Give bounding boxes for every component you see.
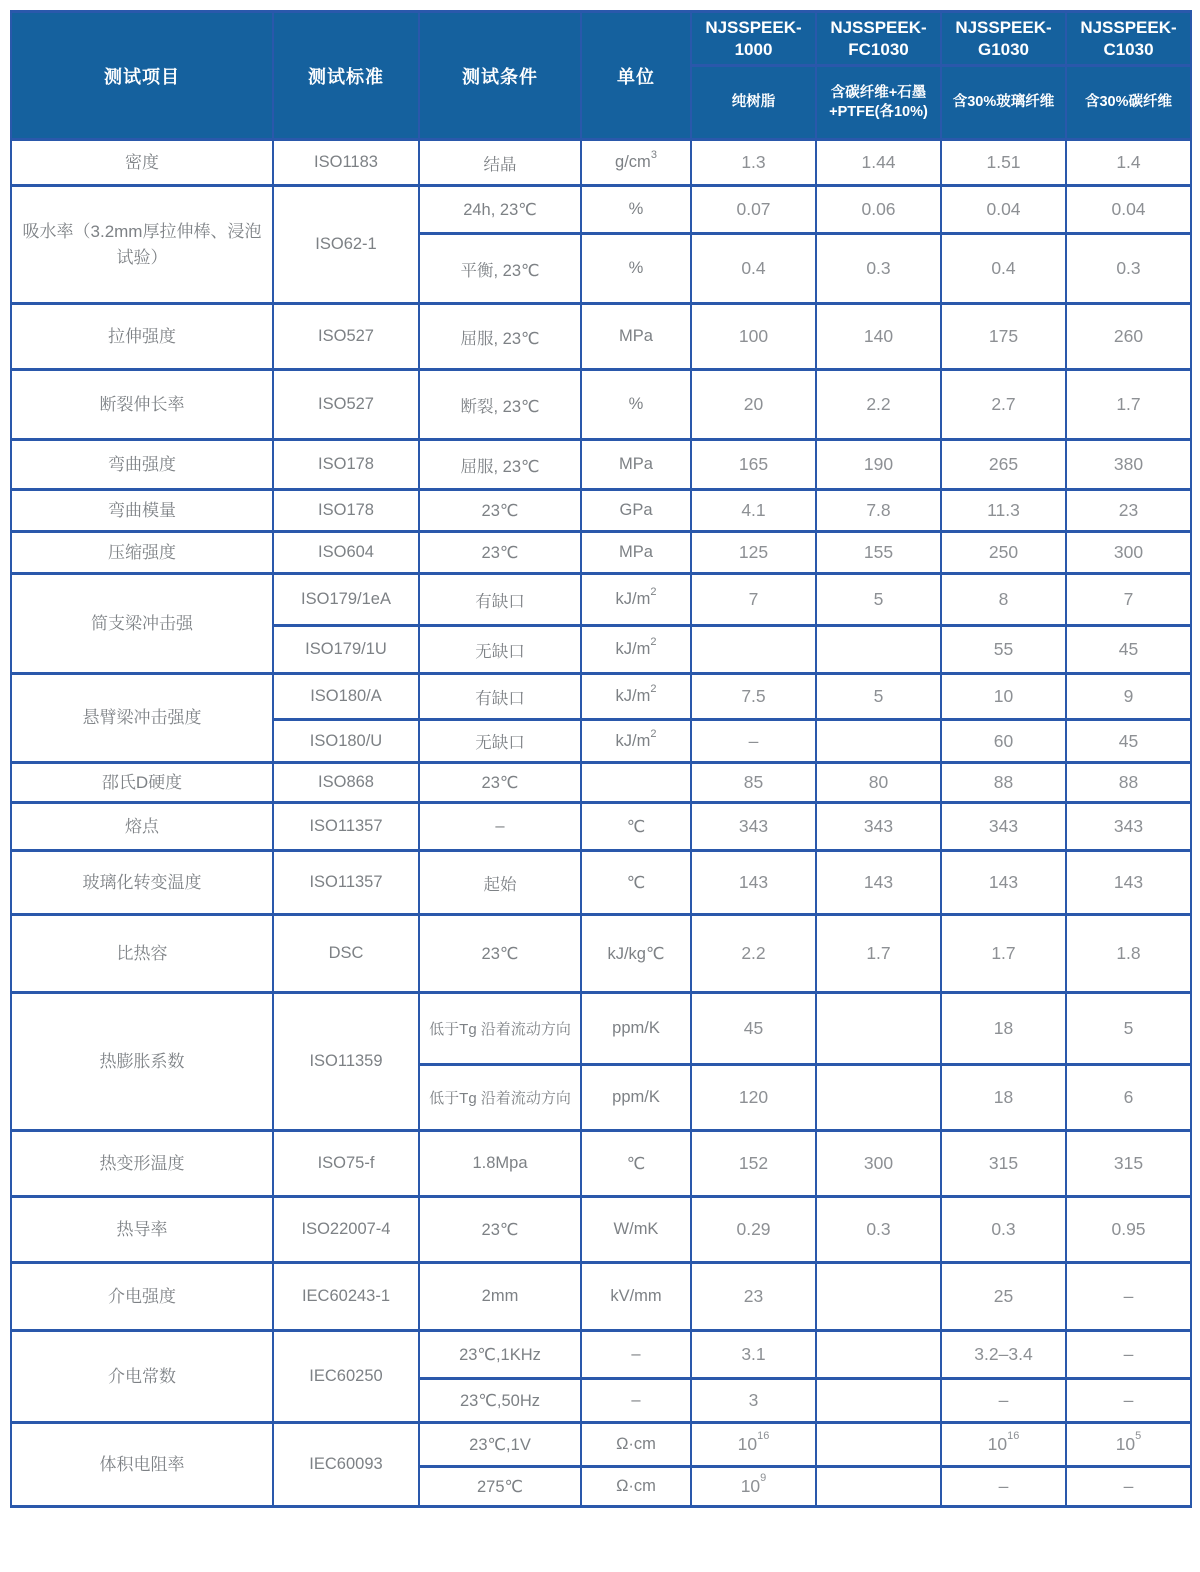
cell-value: $10^{16}$	[941, 1423, 1066, 1467]
cell-item: 熔点	[11, 803, 273, 851]
cell-value: 100	[691, 304, 816, 370]
cell-standard: ISO868	[273, 763, 419, 803]
cell-value	[816, 1065, 941, 1131]
cell-value: 260	[1066, 304, 1191, 370]
cell-unit: Ω·cm	[581, 1467, 691, 1507]
cell-value: 343	[816, 803, 941, 851]
table-row	[11, 851, 1191, 915]
cell-unit: $kJ/m^2$	[581, 720, 691, 763]
cell-condition: 23℃	[419, 915, 581, 993]
cell-value: 1.7	[941, 915, 1066, 993]
cell-condition: 23℃	[419, 763, 581, 803]
product-name: NJSSPEEK-1000	[691, 12, 816, 66]
cell-value	[816, 1263, 941, 1331]
header-test-condition: 测试条件	[419, 12, 581, 140]
cell-item: 热膨胀系数	[11, 993, 273, 1131]
cell-condition: 断裂, 23℃	[419, 370, 581, 440]
product-name: NJSSPEEK-C1030	[1066, 12, 1191, 66]
product-name: NJSSPEEK-FC1030	[816, 12, 941, 66]
cell-value: 0.04	[941, 186, 1066, 234]
cell-value	[816, 1423, 941, 1467]
cell-value: 0.4	[941, 234, 1066, 304]
cell-standard: ISO22007-4	[273, 1197, 419, 1263]
cell-value: 25	[941, 1263, 1066, 1331]
cell-unit: kJ/kg℃	[581, 915, 691, 993]
cell-value: 315	[941, 1131, 1066, 1197]
cell-condition: 有缺口	[419, 674, 581, 720]
table-row	[11, 574, 1191, 626]
cell-unit: ℃	[581, 851, 691, 915]
cell-condition: 23℃	[419, 1197, 581, 1263]
cell-item: 吸水率（3.2mm厚拉伸棒、浸泡试验）	[11, 186, 273, 304]
cell-value	[816, 720, 941, 763]
cell-unit: MPa	[581, 532, 691, 574]
cell-value: 1.8	[1066, 915, 1191, 993]
table-row	[11, 140, 1191, 186]
cell-condition: 23℃,1KHz	[419, 1331, 581, 1379]
cell-value: 0.04	[1066, 186, 1191, 234]
cell-item: 密度	[11, 140, 273, 186]
cell-standard: ISO180/U	[273, 720, 419, 763]
cell-value: 0.07	[691, 186, 816, 234]
table-row	[11, 803, 1191, 851]
cell-value: 10	[941, 674, 1066, 720]
cell-unit: ppm/K	[581, 1065, 691, 1131]
cell-unit: %	[581, 186, 691, 234]
cell-value: 60	[941, 720, 1066, 763]
table-row	[11, 532, 1191, 574]
cell-value: 143	[816, 851, 941, 915]
cell-value: 18	[941, 1065, 1066, 1131]
cell-unit: –	[581, 1379, 691, 1423]
cell-item: 弯曲强度	[11, 440, 273, 490]
cell-value: 0.95	[1066, 1197, 1191, 1263]
cell-value: 143	[691, 851, 816, 915]
cell-item: 简支梁冲击强	[11, 574, 273, 674]
cell-condition: 低于Tg 沿着流动方向	[419, 993, 581, 1065]
table-row	[11, 1423, 1191, 1467]
cell-standard: IEC60093	[273, 1423, 419, 1507]
cell-value: 343	[941, 803, 1066, 851]
cell-unit: ℃	[581, 1131, 691, 1197]
cell-condition: 无缺口	[419, 626, 581, 674]
cell-standard: ISO1183	[273, 140, 419, 186]
cell-value: 5	[816, 574, 941, 626]
cell-value: 1.3	[691, 140, 816, 186]
cell-value: 7.5	[691, 674, 816, 720]
cell-condition: 1.8Mpa	[419, 1131, 581, 1197]
cell-item: 弯曲模量	[11, 490, 273, 532]
cell-value: 0.3	[941, 1197, 1066, 1263]
cell-value: 1.7	[1066, 370, 1191, 440]
cell-condition: 275℃	[419, 1467, 581, 1507]
cell-unit: MPa	[581, 440, 691, 490]
product-desc: 含30%玻璃纤维	[941, 66, 1066, 140]
header-unit: 单位	[581, 12, 691, 140]
table-row	[11, 993, 1191, 1065]
properties-table	[10, 10, 1192, 1508]
cell-value: 265	[941, 440, 1066, 490]
cell-value: 0.06	[816, 186, 941, 234]
cell-standard: ISO11357	[273, 851, 419, 915]
cell-item: 悬臂梁冲击强度	[11, 674, 273, 763]
cell-unit: ℃	[581, 803, 691, 851]
cell-standard: ISO179/1eA	[273, 574, 419, 626]
cell-condition: 23℃,1V	[419, 1423, 581, 1467]
cell-value: 0.29	[691, 1197, 816, 1263]
cell-condition: 2mm	[419, 1263, 581, 1331]
cell-item: 介电强度	[11, 1263, 273, 1331]
cell-standard: ISO527	[273, 304, 419, 370]
product-desc: 含30%碳纤维	[1066, 66, 1191, 140]
cell-value: 23	[1066, 490, 1191, 532]
cell-value: 0.4	[691, 234, 816, 304]
cell-standard: IEC60243-1	[273, 1263, 419, 1331]
cell-value: 7	[691, 574, 816, 626]
cell-value: $10^{16}$	[691, 1423, 816, 1467]
cell-value: 1.4	[1066, 140, 1191, 186]
cell-value	[691, 626, 816, 674]
cell-value: 5	[1066, 993, 1191, 1065]
cell-item: 体积电阻率	[11, 1423, 273, 1507]
cell-value: –	[1066, 1379, 1191, 1423]
cell-value: 300	[816, 1131, 941, 1197]
cell-value: 3	[691, 1379, 816, 1423]
cell-value: 5	[816, 674, 941, 720]
cell-value	[816, 626, 941, 674]
cell-value: 45	[1066, 720, 1191, 763]
cell-item: 介电常数	[11, 1331, 273, 1423]
cell-value: 343	[691, 803, 816, 851]
cell-item: 玻璃化转变温度	[11, 851, 273, 915]
cell-standard: IEC60250	[273, 1331, 419, 1423]
cell-value: 165	[691, 440, 816, 490]
cell-item: 断裂伸长率	[11, 370, 273, 440]
header-row-products	[11, 12, 1191, 66]
cell-value: 315	[1066, 1131, 1191, 1197]
cell-value: 23	[691, 1263, 816, 1331]
cell-value: $10^5$	[1066, 1423, 1191, 1467]
cell-value: 140	[816, 304, 941, 370]
cell-unit: %	[581, 370, 691, 440]
cell-unit: GPa	[581, 490, 691, 532]
cell-unit: kV/mm	[581, 1263, 691, 1331]
cell-value: –	[691, 720, 816, 763]
cell-value: 1.7	[816, 915, 941, 993]
cell-value: 343	[1066, 803, 1191, 851]
cell-standard: ISO179/1U	[273, 626, 419, 674]
cell-unit: ppm/K	[581, 993, 691, 1065]
product-desc: 含碳纤维+石墨+PTFE(各10%)	[816, 66, 941, 140]
cell-condition: 23℃	[419, 490, 581, 532]
table-row	[11, 1331, 1191, 1379]
cell-unit	[581, 763, 691, 803]
cell-value: 1.44	[816, 140, 941, 186]
cell-value: –	[941, 1379, 1066, 1423]
cell-value: 85	[691, 763, 816, 803]
cell-condition: –	[419, 803, 581, 851]
cell-value: 6	[1066, 1065, 1191, 1131]
cell-value	[816, 993, 941, 1065]
cell-value: –	[1066, 1467, 1191, 1507]
product-desc: 纯树脂	[691, 66, 816, 140]
cell-condition: 无缺口	[419, 720, 581, 763]
cell-value: 175	[941, 304, 1066, 370]
cell-value: 125	[691, 532, 816, 574]
cell-standard: ISO604	[273, 532, 419, 574]
cell-value: 250	[941, 532, 1066, 574]
cell-item: 拉伸强度	[11, 304, 273, 370]
cell-value: 88	[941, 763, 1066, 803]
cell-condition: 屈服, 23℃	[419, 440, 581, 490]
cell-unit: –	[581, 1331, 691, 1379]
cell-unit: W/mK	[581, 1197, 691, 1263]
cell-value: 0.3	[816, 1197, 941, 1263]
cell-unit: MPa	[581, 304, 691, 370]
table-row	[11, 440, 1191, 490]
header-test-standard: 测试标准	[273, 12, 419, 140]
cell-value: 45	[691, 993, 816, 1065]
cell-value: 45	[1066, 626, 1191, 674]
cell-value: 3.1	[691, 1331, 816, 1379]
cell-unit: $kJ/m^2$	[581, 674, 691, 720]
cell-value: 20	[691, 370, 816, 440]
cell-value: 7	[1066, 574, 1191, 626]
cell-value: 0.3	[1066, 234, 1191, 304]
cell-value: 0.3	[816, 234, 941, 304]
cell-standard: ISO178	[273, 490, 419, 532]
cell-value: $10^9$	[691, 1467, 816, 1507]
cell-value: 120	[691, 1065, 816, 1131]
cell-value: 380	[1066, 440, 1191, 490]
cell-value: –	[1066, 1263, 1191, 1331]
cell-unit: $kJ/m^2$	[581, 574, 691, 626]
cell-condition: 结晶	[419, 140, 581, 186]
product-name: NJSSPEEK-G1030	[941, 12, 1066, 66]
cell-value: 155	[816, 532, 941, 574]
table-row	[11, 304, 1191, 370]
table-row	[11, 1197, 1191, 1263]
table-row	[11, 1263, 1191, 1331]
cell-value	[816, 1379, 941, 1423]
table-row	[11, 763, 1191, 803]
cell-standard: DSC	[273, 915, 419, 993]
cell-value: 2.2	[816, 370, 941, 440]
cell-item: 邵氏D硬度	[11, 763, 273, 803]
cell-standard: ISO11359	[273, 993, 419, 1131]
cell-unit: $g/cm^3$	[581, 140, 691, 186]
table-row	[11, 370, 1191, 440]
cell-value: 300	[1066, 532, 1191, 574]
cell-value: 4.1	[691, 490, 816, 532]
cell-standard: ISO178	[273, 440, 419, 490]
cell-value: 152	[691, 1131, 816, 1197]
cell-standard: ISO180/A	[273, 674, 419, 720]
cell-condition: 有缺口	[419, 574, 581, 626]
cell-value	[816, 1331, 941, 1379]
cell-condition: 23℃,50Hz	[419, 1379, 581, 1423]
cell-condition: 起始	[419, 851, 581, 915]
cell-value: 18	[941, 993, 1066, 1065]
cell-condition: 23℃	[419, 532, 581, 574]
cell-value: 9	[1066, 674, 1191, 720]
cell-value: 143	[1066, 851, 1191, 915]
header-test-item: 测试项目	[11, 12, 273, 140]
cell-value: 2.2	[691, 915, 816, 993]
cell-condition: 24h, 23℃	[419, 186, 581, 234]
cell-value: 2.7	[941, 370, 1066, 440]
cell-value: 11.3	[941, 490, 1066, 532]
cell-value: 143	[941, 851, 1066, 915]
cell-condition: 平衡, 23℃	[419, 234, 581, 304]
cell-value: 7.8	[816, 490, 941, 532]
cell-value: 3.2–3.4	[941, 1331, 1066, 1379]
cell-value: 88	[1066, 763, 1191, 803]
cell-item: 热变形温度	[11, 1131, 273, 1197]
cell-standard: ISO75-f	[273, 1131, 419, 1197]
table-row	[11, 1131, 1191, 1197]
cell-value: 80	[816, 763, 941, 803]
cell-standard: ISO527	[273, 370, 419, 440]
cell-standard: ISO11357	[273, 803, 419, 851]
cell-item: 压缩强度	[11, 532, 273, 574]
cell-condition: 屈服, 23℃	[419, 304, 581, 370]
cell-value: 1.51	[941, 140, 1066, 186]
cell-unit: Ω·cm	[581, 1423, 691, 1467]
table-row	[11, 186, 1191, 234]
cell-value: –	[941, 1467, 1066, 1507]
cell-condition: 低于Tg 沿着流动方向	[419, 1065, 581, 1131]
cell-value: 8	[941, 574, 1066, 626]
cell-value: –	[1066, 1331, 1191, 1379]
cell-item: 比热容	[11, 915, 273, 993]
cell-unit: $kJ/m^2$	[581, 626, 691, 674]
cell-value	[816, 1467, 941, 1507]
table-row	[11, 674, 1191, 720]
table-row	[11, 915, 1191, 993]
cell-unit: %	[581, 234, 691, 304]
cell-item: 热导率	[11, 1197, 273, 1263]
cell-standard: ISO62-1	[273, 186, 419, 304]
table-row	[11, 490, 1191, 532]
cell-value: 190	[816, 440, 941, 490]
cell-value: 55	[941, 626, 1066, 674]
